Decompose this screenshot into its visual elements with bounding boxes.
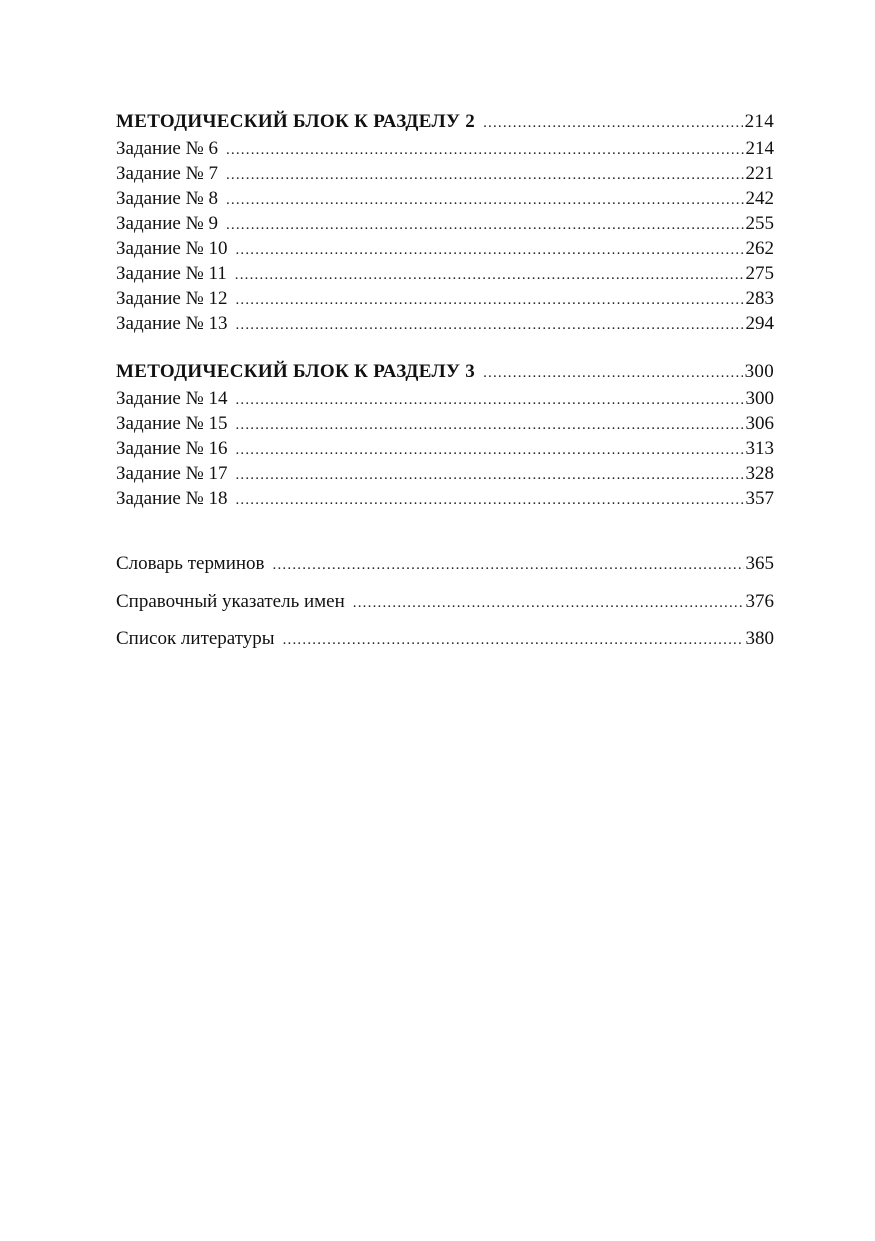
page-number: 275 bbox=[745, 263, 774, 284]
toc-entry-title: Задание № 10 bbox=[116, 238, 228, 259]
dot-leader bbox=[235, 438, 743, 463]
dot-leader bbox=[353, 585, 744, 623]
section-heading[interactable] bbox=[116, 357, 774, 386]
dot-leader bbox=[283, 622, 744, 660]
page-number: 283 bbox=[745, 288, 774, 309]
toc-entry-title: Задание № 15 bbox=[116, 413, 228, 434]
toc-entry[interactable] bbox=[116, 211, 774, 236]
dot-leader bbox=[226, 213, 744, 238]
dot-leader bbox=[235, 488, 743, 513]
toc-entry-title: Задание № 11 bbox=[116, 263, 227, 284]
dot-leader bbox=[226, 163, 744, 188]
toc-entry[interactable] bbox=[116, 411, 774, 436]
dot-leader bbox=[483, 359, 743, 388]
page-number: 214 bbox=[745, 138, 774, 159]
page-number: 214 bbox=[744, 111, 774, 132]
toc-entry[interactable] bbox=[116, 461, 774, 486]
dot-leader bbox=[235, 463, 743, 488]
section-heading-title: МЕТОДИЧЕСКИЙ БЛОК К РАЗДЕЛУ 2 bbox=[116, 111, 476, 132]
dot-leader bbox=[235, 238, 743, 263]
toc-entry-title: Задание № 18 bbox=[116, 488, 228, 509]
toc-entry-title: Задание № 9 bbox=[116, 213, 218, 234]
toc-entry[interactable] bbox=[116, 261, 774, 286]
dot-leader bbox=[483, 109, 743, 138]
dot-leader bbox=[226, 188, 744, 213]
toc-entry-glossary[interactable] bbox=[116, 545, 774, 583]
toc-entry[interactable] bbox=[116, 436, 774, 461]
toc-entry[interactable] bbox=[116, 161, 774, 186]
page-number: 380 bbox=[745, 628, 774, 649]
page-number: 255 bbox=[745, 213, 774, 234]
toc-entry-title: Задание № 7 bbox=[116, 163, 218, 184]
toc-entry-title: Задание № 17 bbox=[116, 463, 228, 484]
toc-entry-title: Задание № 6 bbox=[116, 138, 218, 159]
dot-leader bbox=[235, 263, 744, 288]
dot-leader bbox=[273, 547, 744, 585]
page-number: 294 bbox=[745, 313, 774, 334]
page-number: 300 bbox=[744, 361, 774, 382]
toc-entry-bibliography[interactable] bbox=[116, 620, 774, 658]
page-number: 313 bbox=[745, 438, 774, 459]
dot-leader bbox=[226, 138, 744, 163]
toc-back-matter bbox=[116, 545, 774, 658]
toc-section-3 bbox=[116, 357, 774, 511]
toc-entry-name-index[interactable] bbox=[116, 583, 774, 621]
page-number: 365 bbox=[745, 553, 774, 574]
page-number: 242 bbox=[745, 188, 774, 209]
toc-entry[interactable] bbox=[116, 311, 774, 336]
section-heading[interactable] bbox=[116, 107, 774, 136]
toc-entry-title: Задание № 12 bbox=[116, 288, 228, 309]
toc-entry[interactable] bbox=[116, 236, 774, 261]
toc-entry[interactable] bbox=[116, 386, 774, 411]
toc-entry-title: Задание № 16 bbox=[116, 438, 228, 459]
toc-entry-title: Задание № 13 bbox=[116, 313, 228, 334]
toc-entry-title: Словарь терминов bbox=[116, 553, 265, 574]
dot-leader bbox=[235, 388, 743, 413]
dot-leader bbox=[235, 313, 743, 338]
page-number: 376 bbox=[745, 590, 774, 612]
toc-entry-title: Справочный указатель имен bbox=[116, 590, 345, 612]
page-number: 328 bbox=[745, 463, 774, 484]
table-of-contents bbox=[116, 107, 774, 679]
page-number: 262 bbox=[745, 238, 774, 259]
toc-entry[interactable] bbox=[116, 136, 774, 161]
page-number: 221 bbox=[745, 163, 774, 184]
toc-entry-title: Задание № 14 bbox=[116, 388, 228, 409]
toc-section-2 bbox=[116, 107, 774, 336]
section-heading-title: МЕТОДИЧЕСКИЙ БЛОК К РАЗДЕЛУ 3 bbox=[116, 361, 476, 382]
page-number: 306 bbox=[745, 413, 774, 434]
toc-entry[interactable] bbox=[116, 486, 774, 511]
toc-entry[interactable] bbox=[116, 286, 774, 311]
page-number: 300 bbox=[745, 388, 774, 409]
dot-leader bbox=[235, 288, 743, 313]
page-number: 357 bbox=[745, 488, 774, 509]
dot-leader bbox=[235, 413, 743, 438]
toc-entry-title: Список литературы bbox=[116, 628, 275, 649]
toc-entry-title: Задание № 8 bbox=[116, 188, 218, 209]
toc-entry[interactable] bbox=[116, 186, 774, 211]
